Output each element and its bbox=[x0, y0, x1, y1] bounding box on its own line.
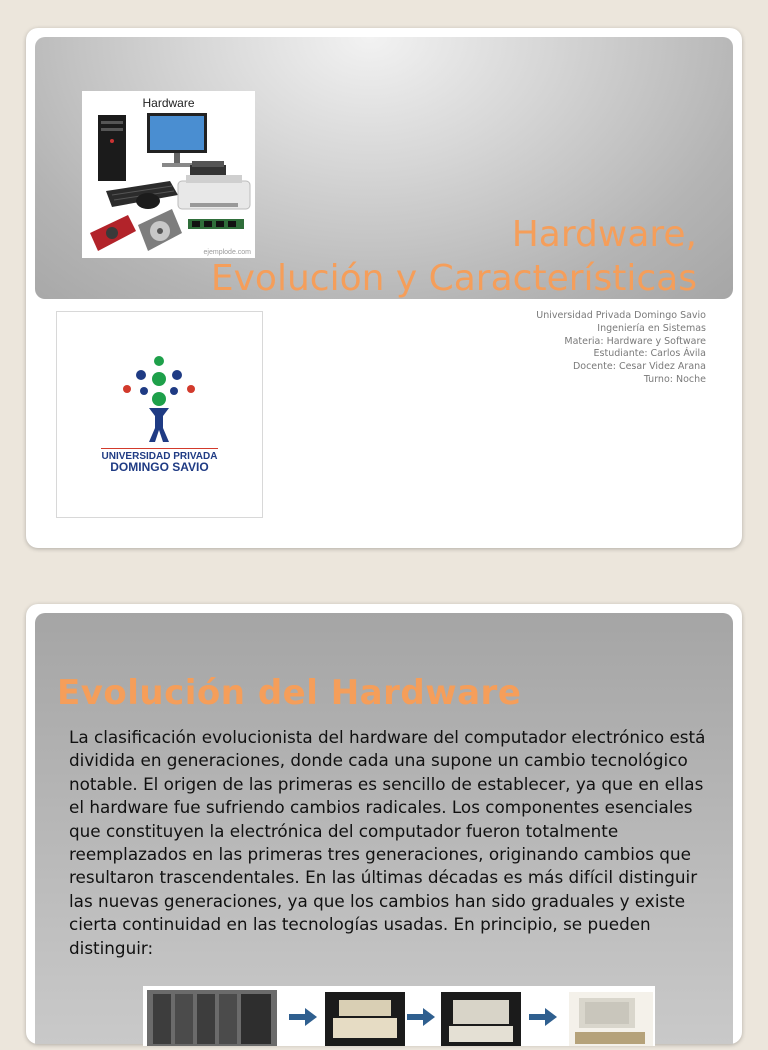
subtitle-line: Docente: Cesar Videz Arana bbox=[572, 361, 706, 373]
mainframe-icon bbox=[147, 990, 277, 1046]
scanner-icon bbox=[190, 161, 226, 177]
generations-image bbox=[143, 986, 655, 1046]
arrow-right-icon bbox=[289, 1008, 317, 1026]
slide-evolution bbox=[26, 604, 742, 1044]
title-line-2: Evolución y Características bbox=[210, 258, 697, 299]
slide-title-heading bbox=[211, 213, 697, 301]
printer-icon bbox=[178, 175, 250, 209]
hard-drive-icon bbox=[138, 209, 182, 251]
logo-text-line-1: UNIVERSIDAD PRIVADA bbox=[101, 448, 218, 462]
slide-body-text: La clasificación evolucionista del hardware del computador electrónico está dividida en generaciones, donde cada una supone un cambio tecnológico notable. El origen de las primeras es sencillo de establecer, ya que en ellas el hardware fue sufriendo cambios radicales. Los componentes esenciales que constituyen la electrónica del computador fueron totalmente reemplazados en las primeras tres generaciones, originando cambios que resultaron trascendentales. En las últimas décadas es más difícil distinguir las nuevas generaciones, ya que los cambios han sido graduales y existe cierta continuidad en las tecnologías usadas. En principio, se pueden distinguir: bbox=[69, 727, 706, 958]
logo-emblem-icon bbox=[123, 356, 195, 442]
monitor-icon bbox=[147, 113, 207, 167]
slide-subtitle bbox=[536, 310, 706, 387]
title-line-1: Hardware, bbox=[511, 214, 697, 255]
subtitle-line: Materia: Hardware y Software bbox=[564, 335, 706, 347]
subtitle-line: Turno: Noche bbox=[643, 373, 706, 385]
arrow-right-icon bbox=[529, 1008, 557, 1026]
logo-text-line-2: DOMINGO SAVIO bbox=[110, 460, 209, 474]
desktop-pc-icon bbox=[441, 992, 521, 1046]
university-logo bbox=[56, 311, 263, 518]
modern-pc-icon bbox=[569, 992, 653, 1046]
graphics-card-icon bbox=[90, 215, 136, 251]
subtitle-line: Estudiante: Carlos Ávila bbox=[593, 348, 706, 360]
mouse-icon bbox=[136, 193, 160, 209]
content-banner bbox=[35, 613, 733, 1044]
image-watermark: ejemplode.com bbox=[203, 249, 251, 256]
hardware-image-caption: Hardware bbox=[142, 96, 195, 110]
computer-tower-icon bbox=[98, 115, 126, 181]
ibm-pc-icon bbox=[325, 992, 405, 1046]
title-banner bbox=[35, 37, 733, 299]
subtitle-line: Ingeniería en Sistemas bbox=[597, 322, 706, 334]
slide-heading: Evolución del Hardware bbox=[57, 673, 522, 713]
subtitle-line: Universidad Privada Domingo Savio bbox=[536, 310, 706, 321]
arrow-right-icon bbox=[407, 1008, 435, 1026]
slide-title bbox=[26, 28, 742, 548]
